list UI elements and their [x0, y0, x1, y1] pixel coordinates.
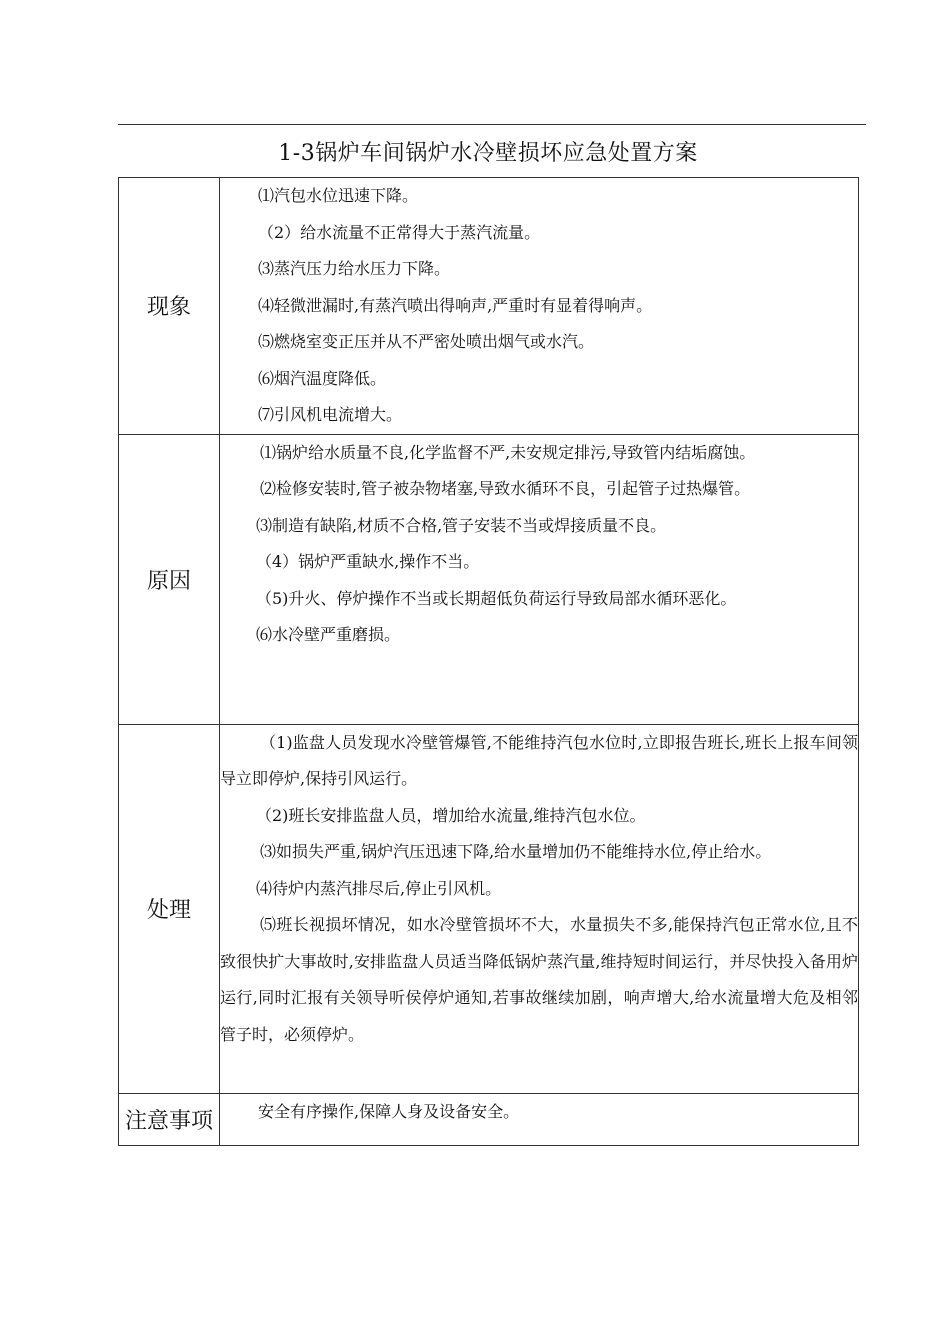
cause-label: 原因 [119, 434, 220, 724]
cause-row [119, 434, 859, 724]
phenomenon-item: ⑺引风机电流增大。 [258, 405, 403, 424]
cause-item: ⑴锅炉给水质量不良,化学监督不严,未安规定排污,导致管内结垢腐蚀。 [260, 442, 756, 462]
phenomenon-item: ⑴汽包水位迅速下降。 [258, 186, 419, 205]
notes-cell [220, 1093, 859, 1145]
cause-item: （5)升火、停炉操作不当或长期超低负荷运行导致局部水循环恶化。 [256, 588, 737, 608]
handling-label: 处理 [119, 724, 220, 1093]
notes-item: 安全有序操作,保障人身及设备安全。 [258, 1101, 520, 1121]
cause-item: ⑶制造有缺陷,材质不合格,管子安装不当或焊接质量不良。 [256, 515, 667, 535]
phenomenon-item: ⑶蒸汽压力给水压力下降。 [258, 259, 451, 278]
phenomenon-item: ⑷轻微泄漏时,有蒸汽喷出得响声,严重时有显着得响声。 [258, 295, 653, 315]
notes-label: 注意事项 [119, 1093, 220, 1145]
cause-item: ⑵检修安装时,管子被杂物堵塞,导致水循环不良，引起管子过热爆管。 [260, 479, 751, 498]
handling-cell [220, 724, 859, 1093]
top-rule [118, 124, 866, 125]
handling-row [119, 724, 859, 1093]
cause-cell [220, 434, 859, 724]
cause-item: （4）锅炉严重缺水,操作不当。 [256, 552, 480, 571]
phenomenon-row [119, 178, 859, 435]
emergency-plan-table [118, 177, 859, 1146]
handling-item: ⑶如损失严重,锅炉汽压迅速下降,给水量增加仍不能维持水位,停止给水。 [260, 842, 772, 861]
notes-row [119, 1093, 859, 1145]
handling-item: ⑷待炉内蒸汽排尽后,停止引风机。 [256, 878, 502, 898]
cause-item: ⑹水冷壁严重磨损。 [256, 625, 401, 644]
handling-item: （2)班长安排监盘人员，增加给水流量,维持汽包水位。 [256, 805, 646, 825]
phenomenon-cell [220, 178, 859, 435]
phenomenon-label: 现象 [119, 178, 220, 435]
handling-item: ⑸班长视损坏情况，如水冷壁管损坏不大，水量损失不多,能保持汽包正常水位,且不致很快扩大事故时,安排监盘人员适当降低锅炉蒸汽量,维持短时间运行，并尽快投入备用炉运行,同时汇报有关领导听侯停炉通知,若事故继续加剧，响声增大,给水流量增大危及相邻管子时，必须停炉。 [220, 915, 858, 1044]
phenomenon-item: （2）给水流量不正常得大于蒸汽流量。 [258, 222, 541, 242]
document-title: 1-3锅炉车间锅炉水冷壁损坏应急处置方案 [278, 141, 698, 166]
handling-item: （1)监盘人员发现水冷壁管爆管,不能维持汽包水位时,立即报告班长,班长上报车间领导立即停炉,保持引风运行。 [220, 732, 858, 788]
phenomenon-item: ⑹烟汽温度降低。 [258, 368, 387, 388]
phenomenon-item: ⑸燃烧室变正压并从不严密处喷出烟气或水汽。 [258, 332, 595, 351]
